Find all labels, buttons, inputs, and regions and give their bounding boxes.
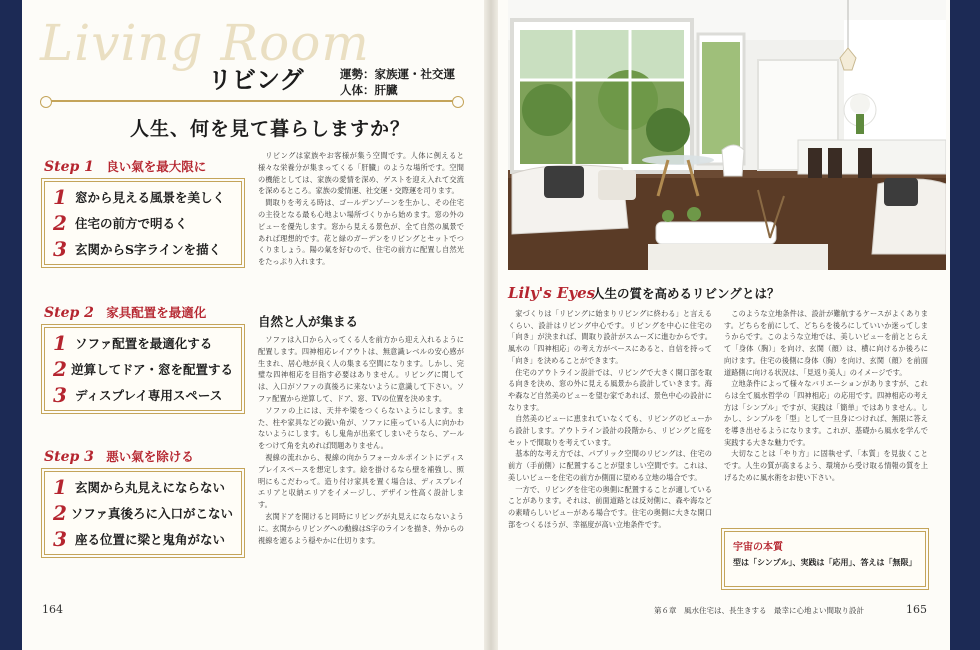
meta-body: 人体：肝臓 <box>340 83 398 97</box>
step-heading <box>44 303 206 321</box>
paragraph: 立地条件によって様々なバリエーションがありますが、これらは全て風水哲学の「四神相応」の応用です。四神相応の考え方は「シンプル」ですが、実践は「簡単」ではありません。しかし、シンプルを「型」として一旦身につければ、無限に答えを導き出せるようになります。これが、基礎から風水を学んで実践する大きな魅力です。 <box>724 379 928 447</box>
step-item-text: ディスプレイ専用スペース <box>75 388 223 403</box>
page-title: リビング <box>208 66 304 94</box>
paragraph: 自然美のビューに恵まれていなくても、リビングのビューから設計します。アウトライン設計の段階から、リビングと庭をセットで間取りを考えています。 <box>508 414 712 447</box>
fortune-meta <box>340 66 455 98</box>
step-item-number: 1 <box>53 185 67 209</box>
step-item <box>53 500 233 526</box>
step-label: 良い氣を最大限に <box>106 159 207 174</box>
step-item-text: 玄関からS字ラインを描く <box>75 242 222 257</box>
paragraph: 基本的な考え方では、パブリック空間のリビングは、住宅の前方（手前側）に配置することが望ましい空間です。これは、美しいビューを住宅の前方か側面に望める立地の場合です。 <box>508 449 712 482</box>
step-item-number: 2 <box>53 211 67 235</box>
right-column-1 <box>508 308 712 530</box>
step-box <box>44 327 242 411</box>
step-item-text: ソファ真後ろに入口がこない <box>70 506 233 521</box>
page-number-left: 164 <box>42 603 63 616</box>
step-item-number: 2 <box>53 501 67 525</box>
step-item-text: 逆算してドア・窓を配置する <box>71 362 233 377</box>
step-number: Step 3 <box>44 449 94 465</box>
ornament-divider <box>46 100 458 102</box>
step-number: Step 2 <box>44 305 94 321</box>
paragraph: リビングは家族やお客様が集う空間です。人体に例えると様々な栄養分が集まってくる「肝臓」のような場所です。空間の機能としては、家族の愛情を深め、ゲストを迎え入れて交流を深めるところ。家族の愛情運、社交運・交際運を司ります。 <box>258 151 464 196</box>
step-item-number: 3 <box>53 383 67 407</box>
paragraph: 家づくりは「リビングに始まりリビングに終わる」と言えるくらい、設計はリビング中心です。リビングを中心に住宅の「向き」が決まれば、間取り設計がスムーズに進むからです。風水の「四神相応」の考え方がベースにあると、自信を持って「向き」を決めることができます。 <box>508 309 712 365</box>
essence-box <box>724 531 926 587</box>
step-item <box>53 474 233 500</box>
headline: 人生、何を見て暮らしますか？ <box>130 118 411 140</box>
step-box <box>44 471 242 555</box>
living-room-photo <box>508 0 946 270</box>
paragraph: 一方で、リビングを住宅の奥側に配置することが適していることがあります。それは、前面道路とは反対側に、森や海などの素晴らしいビューがある場合です。住宅の奥側に大きな開口部をつくるほうが、幸福度が高い立地条件です。 <box>508 484 712 529</box>
living-room-illustration <box>508 0 946 270</box>
step-item-number: 2 <box>53 357 67 381</box>
essence-box-text: 型は「シンプル」、実践は「応用」、答えは「無限」 <box>733 557 917 567</box>
step-item <box>53 236 233 262</box>
essence-box-title: 宇宙の本質 <box>733 542 783 553</box>
page-number-right: 165 <box>906 603 927 616</box>
step-number: Step 1 <box>44 159 94 175</box>
meta-fortune: 運勢：家族運・社交運 <box>340 67 455 81</box>
paragraph: このような立地条件は、設計が難航するケースがよくあります。どちらを前にして、どちらを後ろにしていいか迷ってしまうからです。このような立地では、美しいビューを前ととらえて「身体（胸）」を向け、玄関（顔）は、横に向けるか後ろに向けます。住宅の後側に身体（胸）を向け、玄関（顔）を前面道路側に向ける状況は、「見返り美人」のイメージです。 <box>724 309 928 377</box>
chapter-footer: 第６章 風水住宅は、長生きする 最幸に心地よい間取り設計 <box>654 606 864 615</box>
paragraph: 大切なことは「やり方」に固執せず、「本質」を見抜くことです。人生の質が高まるよう、環境から受け取る情報の質を上げるために風水術をお使い下さい。 <box>724 449 928 482</box>
step-item <box>53 526 233 552</box>
step-heading <box>44 157 206 175</box>
step-item-text: 窓から見える風景を美しく <box>75 190 226 205</box>
step-item-text: 玄関から丸見えにならない <box>75 480 226 495</box>
step-box <box>44 181 242 265</box>
right-column-2 <box>724 308 928 484</box>
step-label: 悪い氣を除ける <box>106 449 194 464</box>
paragraph: 玄関ドアを開けると同時にリビングが丸見えにならないように。玄関からリビングへの動線はS字のラインを描き、外からの視線を遮るよう穏やかに仕切ります。 <box>258 511 464 545</box>
step-item-number: 3 <box>53 237 67 261</box>
step-item <box>53 382 233 408</box>
step-item <box>53 330 233 356</box>
step-item-text: 座る位置に梁と鬼角がない <box>75 532 226 547</box>
step-item <box>53 356 233 382</box>
step-item <box>53 210 233 236</box>
step-item-number: 1 <box>53 331 67 355</box>
right-cover-edge <box>950 0 980 650</box>
paragraph: ソファは入口から入ってくる人を前方から迎え入れるように配置します。四神相応レイアウトは、無意識レベルの安心感が生まれ、居心地が良く人の集まる空間になります。しかし、完璧な四神相応を目指す必要はありません。リビングに関しては、入口がソファの真後ろに来ないように意識して下さい。ソファ配置から逆算して、ドア、窓、TVの位置を決めます。 <box>258 335 464 403</box>
intro-text <box>258 150 464 268</box>
step-item-text: 住宅の前方で明るく <box>75 216 188 231</box>
lilys-eyes-title: 人生の質を高めるリビングとは？ <box>592 286 780 301</box>
step-item <box>53 184 233 210</box>
step-item-number: 1 <box>53 475 67 499</box>
step-label: 家具配置を最適化 <box>106 305 207 320</box>
paragraph: ソファの上には、天井や梁をつくらないようにします。また、柱や家具などの鋭い角が、ソファに座っている人に向かわないようにします。もし鬼角が出来てしまいそうなら、アールをつけて角を丸めれば問題ありません。 <box>258 405 464 451</box>
step-item-text: ソファ配置を最適化する <box>75 336 213 351</box>
paragraph: 視線の流れから、視線の向かうフォーカルポイントにディスプレイスペースを想定します。絵を掛けるなら壁を補強し、照明にもこだわって。造り付け家具を置く場合は、ディスプレイエリアと収納エリアをイメージし、デザイン性高く設計します。 <box>258 452 464 510</box>
paragraph: 間取りを考える時は、ゴールデンゾーンを生かし、その住宅の主役となる最も心地よい場所づくりから始めます。窓の外のビューを優先します。窓から見える景色が、全て自然の風景であれば理想的です。花と緑のガーデンをリビングとセットでつくりましょう。陽の氣を好むので、住宅の前方に配置し自然光をたっぷり入れます。 <box>258 198 464 267</box>
lilys-eyes-label: Lily's Eyes <box>508 284 596 302</box>
paragraph: 住宅のアウトライン設計では、リビングで大きく開口部を取る向きを決め、窓の外に見える風景から設計していきます。海や森など自然美のビューを望む家であれば、景色中心の設計になります。 <box>508 367 712 412</box>
main-text <box>258 334 464 546</box>
left-cover-edge <box>0 0 22 650</box>
step-item-number: 3 <box>53 527 67 551</box>
book-gutter <box>484 0 498 650</box>
script-title: Living Room <box>40 14 370 72</box>
subheading: 自然と人が集まる <box>258 314 359 329</box>
step-heading <box>44 447 194 465</box>
